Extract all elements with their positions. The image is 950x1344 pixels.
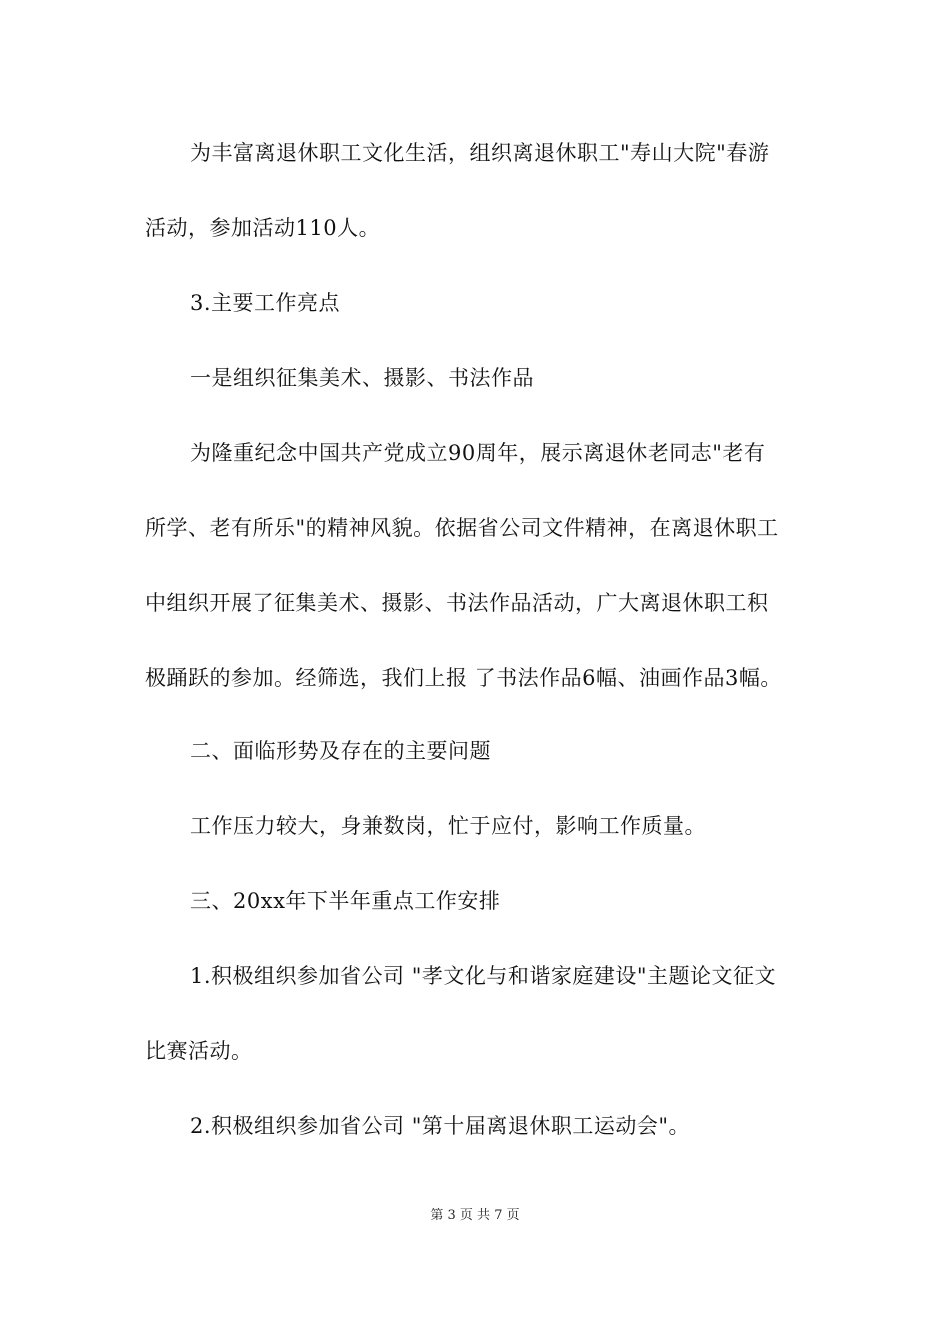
paragraph-line: 中组织开展了征集美术、摄影、书法作品活动，广大离退休职工积 — [145, 591, 769, 615]
section-heading: 二、面临形势及存在的主要问题 — [190, 739, 491, 763]
paragraph-line: 为丰富离退休职工文化生活，组织离退休职工"寿山大院"春游 — [190, 141, 770, 165]
paragraph-line: 所学、老有所乐"的精神风貌。依据省公司文件精神，在离退休职工 — [145, 516, 779, 540]
section-heading: 3.主要工作亮点 — [190, 291, 341, 315]
subsection-heading: 一是组织征集美术、摄影、书法作品 — [190, 366, 534, 390]
page-indicator: 第 3 页 共 7 页 — [430, 1208, 520, 1223]
paragraph-line: 极踊跃的参加。经筛选，我们上报 了书法作品6幅、油画作品3幅。 — [145, 666, 782, 690]
list-item: 1.积极组织参加省公司 "孝文化与和谐家庭建设"主题论文征文 — [190, 964, 777, 988]
list-item: 2.积极组织参加省公司 "第十届离退休职工运动会"。 — [190, 1114, 691, 1138]
list-item-continuation: 比赛活动。 — [145, 1039, 253, 1063]
section-heading: 三、20xx年下半年重点工作安排 — [190, 889, 501, 913]
paragraph-line: 为隆重纪念中国共产党成立90周年，展示离退休老同志"老有 — [190, 441, 766, 465]
paragraph-line: 工作压力较大，身兼数岗，忙于应付，影响工作质量。 — [190, 814, 706, 838]
paragraph-line: 活动，参加活动110人。 — [145, 216, 381, 240]
